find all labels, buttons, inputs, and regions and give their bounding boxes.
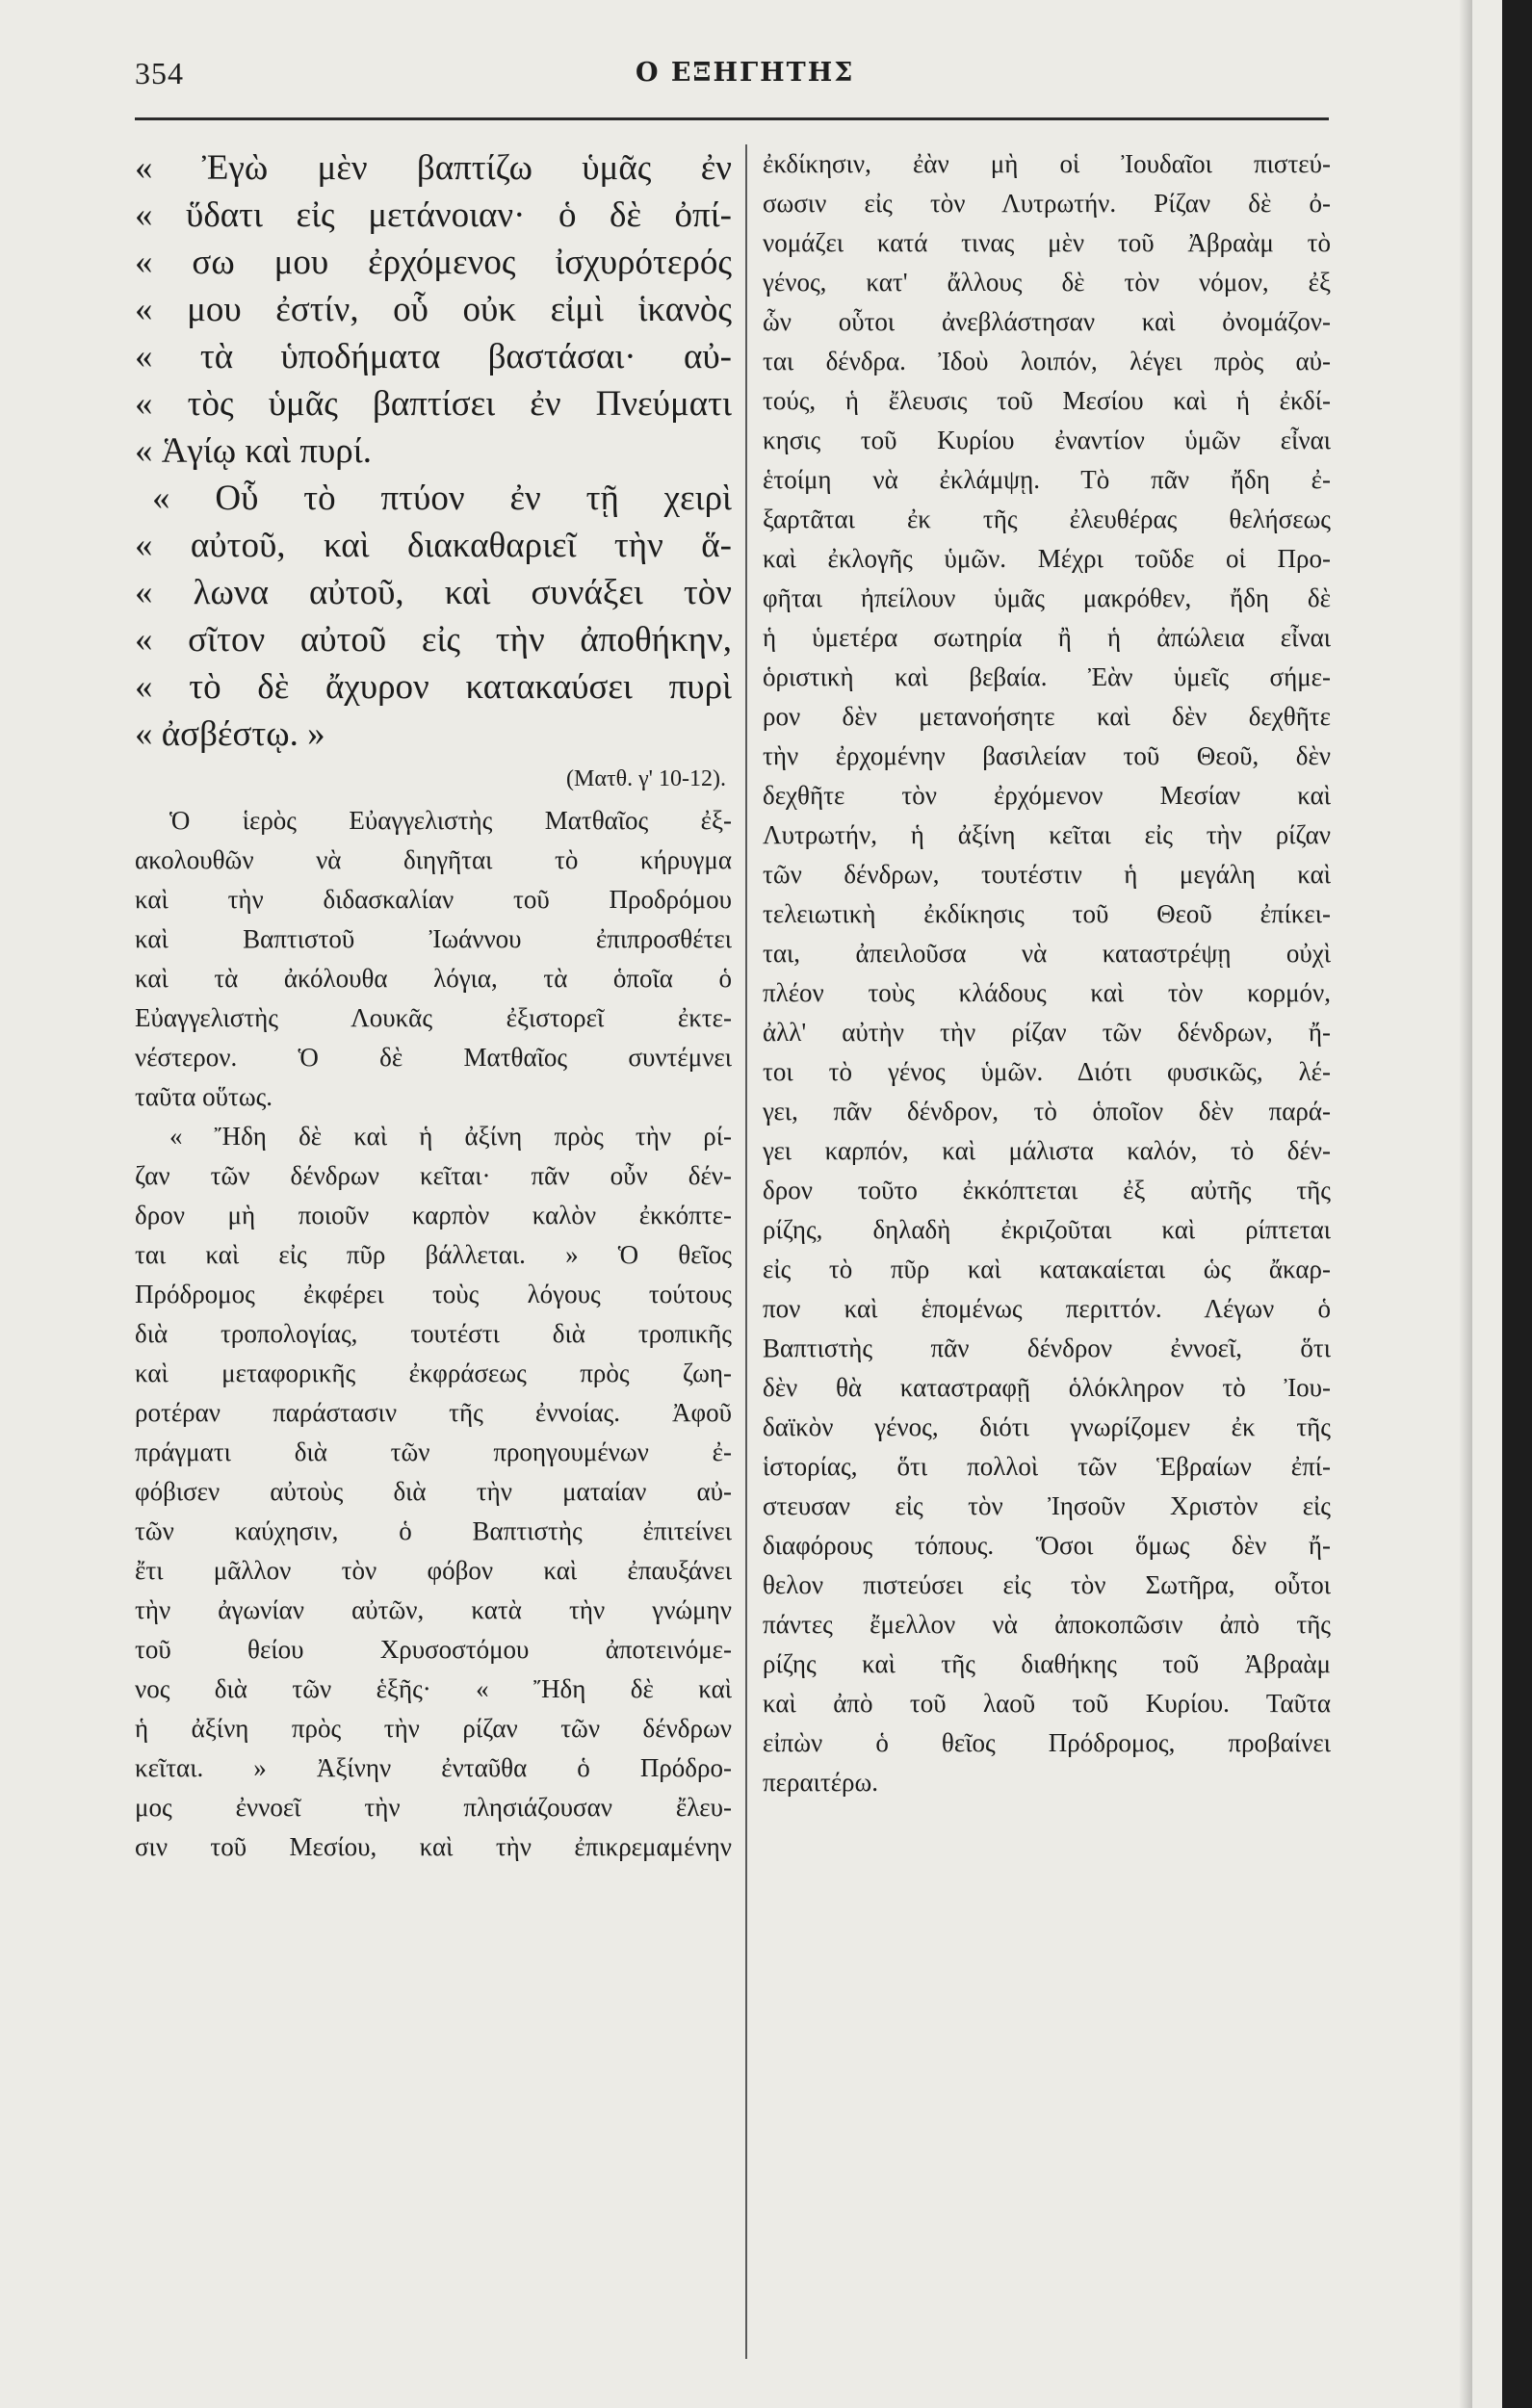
scan-border <box>1502 0 1532 2408</box>
quote-line: « τὸ δὲ ἄχυρον κατακαύσει πυρὶ <box>135 667 732 707</box>
body-line: πράγματι διὰ τῶν προηγουμένων ἐ- <box>135 1437 732 1466</box>
quote-line: « αὐτοῦ, καὶ διακαθαριεῖ τὴν ἅ- <box>135 526 732 565</box>
quote-line: « τὰ ὑποδήματα βαστάσαι· αὐ- <box>135 337 732 376</box>
body-line: εἰς τὸ πῦρ καὶ κατακαίεται ὡς ἄκαρ- <box>763 1255 1331 1283</box>
body-line: ἡ ὑμετέρα σωτηρία ἢ ἡ ἀπώλεια εἶναι <box>763 623 1331 652</box>
body-line: καὶ μεταφορικῆς ἐκφράσεως πρὸς ζωη- <box>135 1359 732 1387</box>
quote-line: « Ἐγὼ μὲν βαπτίζω ὑμᾶς ἐν <box>135 148 732 188</box>
quote-line: « τὸς ὑμᾶς βαπτίσει ἐν Πνεύματι <box>135 384 732 424</box>
body-line: καὶ τὴν διδασκαλίαν τοῦ Προδρόμου <box>135 885 732 914</box>
body-line: ὧν οὗτοι ἀνεβλάστησαν καὶ ὀνομάζον- <box>763 307 1331 336</box>
body-line: ρον δὲν μετανοήσητε καὶ δὲν δεχθῆτε <box>763 702 1331 731</box>
body-line: δὲν θὰ καταστραφῇ ὁλόκληρον τὸ Ἰου- <box>763 1373 1331 1402</box>
left-column <box>135 144 732 1867</box>
body-line: ταῦτα οὕτως. <box>135 1082 273 1111</box>
body-line: ακολουθῶν νὰ διηγῆται τὸ κήρυγμα <box>135 845 732 874</box>
body-line: γένος, κατ' ἄλλους δὲ τὸν νόμον, ἐξ <box>763 268 1331 297</box>
body-line: ὁριστικὴ καὶ βεβαία. Ἐὰν ὑμεῖς σήμε- <box>763 662 1331 691</box>
quote-line: « σω μου ἐρχόμενος ἰσχυρότερός <box>135 243 732 282</box>
body-line: πλέον τοὺς κλάδους καὶ τὸν κορμόν, <box>763 978 1331 1007</box>
body-line: θελον πιστεύσει εἰς τὸν Σωτῆρα, οὗτοι <box>763 1570 1331 1599</box>
body-line: ἑτοίμη νὰ ἐκλάμψῃ. Τὸ πᾶν ἤδη ἐ- <box>763 465 1331 494</box>
scripture-reference: (Ματθ. γ' 10-12). <box>566 766 726 791</box>
right-column <box>763 144 1331 1802</box>
body-line: δεχθῆτε τὸν ἐρχόμενον Μεσίαν καὶ <box>763 781 1331 810</box>
body-line: μος ἐννοεῖ τὴν πλησιάζουσαν ἔλευ- <box>135 1793 732 1822</box>
body-line: καὶ τὰ ἀκόλουθα λόγια, τὰ ὁποῖα ὁ <box>135 964 732 993</box>
body-line: νος διὰ τῶν ἑξῆς· « Ἤδη δὲ καὶ <box>135 1674 732 1703</box>
body-line: Εὐαγγελιστὴς Λουκᾶς ἐξιστορεῖ ἐκτε- <box>135 1003 732 1032</box>
body-line: τῶν δένδρων, τουτέστιν ἡ μεγάλη καὶ <box>763 860 1331 889</box>
body-line: πάντες ἔμελλον νὰ ἀποκοπῶσιν ἀπὸ τῆς <box>763 1610 1331 1639</box>
body-line: δρον τοῦτο ἐκκόπτεται ἐξ αὐτῆς τῆς <box>763 1176 1331 1204</box>
body-line: τὴν ἐρχομένην βασιλείαν τοῦ Θεοῦ, δὲν <box>763 741 1331 770</box>
body-line: ρίζης, δηλαδὴ ἐκριζοῦται καὶ ρίπτεται <box>763 1215 1331 1244</box>
body-line: ροτέραν παράστασιν τῆς ἐννοίας. Ἀφοῦ <box>135 1398 732 1427</box>
quote-line: « μου ἐστίν, οὗ οὐκ εἰμὶ ἱκανὸς <box>135 290 732 329</box>
page-header <box>135 56 1329 100</box>
body-line: δαϊκὸν γένος, διότι γνωρίζομεν ἐκ τῆς <box>763 1412 1331 1441</box>
body-line: εἰπὼν ὁ θεῖος Πρόδρομος, προβαίνει <box>763 1728 1331 1757</box>
body-line: ἀλλ' αὐτὴν τὴν ρίζαν τῶν δένδρων, ἤ- <box>763 1018 1331 1047</box>
body-line: ἐκδίκησιν, ἐὰν μὴ οἱ Ἰουδαῖοι πιστεύ- <box>763 149 1331 178</box>
body-line: περαιτέρω. <box>763 1768 879 1797</box>
body-line: καὶ ἐκλογῆς ὑμῶν. Μέχρι τοῦδε οἱ Προ- <box>763 544 1331 573</box>
body-line: κεῖται. » Ἀξίνην ἐνταῦθα ὁ Πρόδρο- <box>135 1753 732 1782</box>
body-line: τοῦ θείου Χρυσοστόμου ἀποτεινόμε- <box>135 1635 732 1664</box>
body-line: καὶ ἀπὸ τοῦ λαοῦ τοῦ Κυρίου. Ταῦτα <box>763 1689 1331 1718</box>
body-line: Ὁ ἱερὸς Εὐαγγελιστὴς Ματθαῖος ἐξ- <box>169 806 732 835</box>
body-line: « Ἤδη δὲ καὶ ἡ ἀξίνη πρὸς τὴν ρί- <box>169 1122 732 1151</box>
body-line: φόβισεν αὐτοὺς διὰ τὴν ματαίαν αὐ- <box>135 1477 732 1506</box>
column-divider <box>745 144 747 2359</box>
quote-line: « λωνα αὐτοῦ, καὶ συνάξει τὸν <box>135 573 732 612</box>
quote-line: « ἀσβέστῳ. » <box>135 714 325 754</box>
page-number: 354 <box>135 56 184 91</box>
body-line: ξαρτᾶται ἐκ τῆς ἐλευθέρας θελήσεως <box>763 505 1331 533</box>
header-rule <box>135 117 1329 120</box>
body-line: τὴν ἀγωνίαν αὐτῶν, κατὰ τὴν γνώμην <box>135 1595 732 1624</box>
body-line: ἔτι μᾶλλον τὸν φόβον καὶ ἐπαυξάνει <box>135 1556 732 1585</box>
body-line: σιν τοῦ Μεσίου, καὶ τὴν ἐπικρεμαμένην <box>135 1832 732 1861</box>
body-line: τούς, ἡ ἔλευσις τοῦ Μεσίου καὶ ἡ ἐκδί- <box>763 386 1331 415</box>
body-line: καὶ Βαπτιστοῦ Ἰωάννου ἐπιπροσθέτει <box>135 924 732 953</box>
body-line: Πρόδρομος ἐκφέρει τοὺς λόγους τούτους <box>135 1280 732 1308</box>
body-line: νομάζει κατά τινας μὲν τοῦ Ἀβραὰμ τὸ <box>763 228 1331 257</box>
body-line: φῆται ἠπείλουν ὑμᾶς μακρόθεν, ἤδη δὲ <box>763 583 1331 612</box>
body-line: Λυτρωτήν, ἡ ἀξίνη κεῖται εἰς τὴν ρίζαν <box>763 820 1331 849</box>
body-line: Βαπτιστὴς πᾶν δένδρον ἐννοεῖ, ὅτι <box>763 1333 1331 1362</box>
body-line: ἱστορίας, ὅτι πολλοὶ τῶν Ἑβραίων ἐπί- <box>763 1452 1331 1481</box>
body-line: γει, πᾶν δένδρον, τὸ ὁποῖον δὲν παρά- <box>763 1097 1331 1126</box>
body-line: σωσιν εἰς τὸν Λυτρωτήν. Ρίζαν δὲ ὀ- <box>763 189 1331 218</box>
body-line: στευσαν εἰς τὸν Ἰησοῦν Χριστὸν εἰς <box>763 1491 1331 1520</box>
body-line: ται, ἀπειλοῦσα νὰ καταστρέψῃ οὐχὶ <box>763 939 1331 968</box>
page-gutter-shadow <box>1459 0 1472 2408</box>
body-line: κησις τοῦ Κυρίου ἐναντίον ὑμῶν εἶναι <box>763 426 1331 454</box>
body-line: τελειωτικὴ ἐκδίκησις τοῦ Θεοῦ ἐπίκει- <box>763 899 1331 928</box>
body-line: ται δένδρα. Ἰδοὺ λοιπόν, λέγει πρὸς αὐ- <box>763 347 1331 375</box>
quote-line: « Ἁγίῳ καὶ πυρί. <box>135 431 372 471</box>
body-line: γει καρπόν, καὶ μάλιστα καλόν, τὸ δέν- <box>763 1136 1331 1165</box>
body-line: πον καὶ ἑπομένως περιττόν. Λέγων ὁ <box>763 1294 1331 1323</box>
body-line: τῶν καύχησιν, ὁ Βαπτιστὴς ἐπιτείνει <box>135 1516 732 1545</box>
quote-line: « ὕδατι εἰς μετάνοιαν· ὁ δὲ ὀπί- <box>135 195 732 235</box>
quote-line: « σῖτον αὐτοῦ εἰς τὴν ἀποθήκην, <box>135 620 732 660</box>
quote-line: « Οὗ τὸ πτύον ἐν τῇ χειρὶ <box>152 479 732 518</box>
body-line: νέστερον. Ὁ δὲ Ματθαῖος συντέμνει <box>135 1043 732 1072</box>
body-line: ρίζης καὶ τῆς διαθήκης τοῦ Ἀβραὰμ <box>763 1649 1331 1678</box>
body-line: τοι τὸ γένος ὑμῶν. Διότι φυσικῶς, λέ- <box>763 1057 1331 1086</box>
body-line: ται καὶ εἰς πῦρ βάλλεται. » Ὁ θεῖος <box>135 1240 732 1269</box>
body-line: ἡ ἀξίνη πρὸς τὴν ρίζαν τῶν δένδρων <box>135 1714 732 1743</box>
running-title: Ο ΕΞΗΓΗΤΗΣ <box>636 58 855 88</box>
body-line: δρον μὴ ποιοῦν καρπὸν καλὸν ἐκκόπτε- <box>135 1201 732 1230</box>
body-line: ζαν τῶν δένδρων κεῖται· πᾶν οὖν δέν- <box>135 1161 732 1190</box>
body-line: διὰ τροπολογίας, τουτέστι διὰ τροπικῆς <box>135 1319 732 1348</box>
body-line: διαφόρους τόπους. Ὅσοι ὅμως δὲν ἤ- <box>763 1531 1331 1560</box>
